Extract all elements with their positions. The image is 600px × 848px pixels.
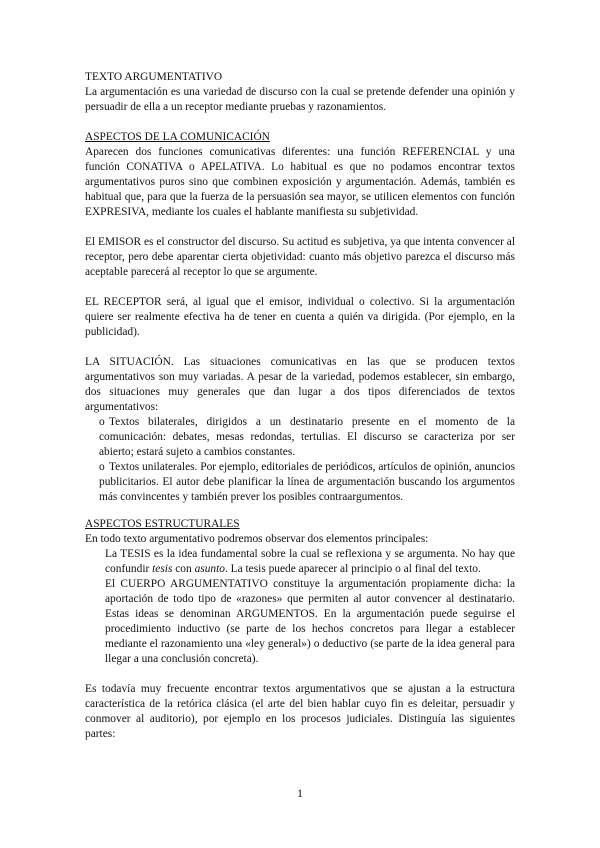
receptor-paragraph: EL RECEPTOR será, al igual que el emisor, individual o colectivo. Si la argumentación quiere ser realmente efectiva ha de tener en cuenta a quién va dirigida. (Por ejemplo, en la publicidad). bbox=[85, 296, 515, 338]
emisor-paragraph: El EMISOR es el constructor del discurso. Su actitud es subjetiva, ya que intenta convencer al receptor, pero debe aparentar cierta objetividad: cuanto más objetivo parezca el discurso más aceptable parecerá al receptor lo que se argumente. bbox=[85, 236, 515, 278]
page-number: 1 bbox=[297, 786, 303, 800]
functions-paragraph: Aparecen dos funciones comunicativas diferentes: una función REFERENCIAL y una función CONATIVA o APELATIVA. Lo habitual es que no podamos encontrar textos argumentativos puros sino que combinen exposición y argumentación. Además, también es habitual que, para que la fuerza de la persuasión sea mayor, se utilicen elementos con función EXPRESIVA, mediante los cuales el hablante manifiesta su subjetividad. bbox=[85, 146, 515, 218]
list-item: o Textos unilaterales. Por ejemplo, editoriales de periódicos, artículos de opinión, anuncios publicitarios. El autor debe planificar la línea de argumentación buscando los argumentos más convincentes y también prever los posibles contraargumentos. bbox=[99, 461, 515, 503]
section-heading-communication: ASPECTOS DE LA COMUNICACIÓN bbox=[85, 131, 270, 143]
list-item: o Textos bilaterales, dirigidos a un destinatario presente en el momento de la comunicación: debates, mesas redondas, tertulias. El discurso se caracteriza por ser abierto; estará sujeto a cambios constantes. bbox=[99, 416, 515, 458]
cuerpo-paragraph: El CUERPO ARGUMENTATIVO constituye la argumentación propiamente dicha: la aportación de todo tipo de «razones» que permiten al autor convencer al destinatario. Estas ideas se denominan ARGUMENTOS. En la argumentación puede seguirse el procedimiento inductivo (se parte de los hechos concretos para llegar a establecer mediante el razonamiento una «ley general») o deductivo (se parte de la idea general para llegar a una conclusión concreta). bbox=[105, 578, 515, 665]
section-heading-structural: ASPECTOS ESTRUCTURALES bbox=[85, 518, 240, 530]
situacion-paragraph: LA SITUACIÓN. Las situaciones comunicativas en las que se producen textos argumentativos son muy variadas. A pesar de la variedad, podemos establecer, sin embargo, dos situaciones muy generales que dan lugar a dos tipos diferenciados de textos argumentativos: bbox=[85, 356, 515, 413]
intro-paragraph: La argumentación es una variedad de discurso con la cual se pretende defender una opinión y persuadir de ella a un receptor mediante pruebas y razonamientos. bbox=[85, 86, 515, 113]
closing-paragraph: Es todavía muy frecuente encontrar textos argumentativos que se ajustan a la estructura característica de la retórica clásica (el arte del bien hablar cuyo fin es deleitar, persuadir y conmover al auditorio), por ejemplo en los procesos judiciales. Distinguía las siguientes partes: bbox=[85, 683, 515, 740]
bullet-marker: o bbox=[99, 461, 105, 473]
structural-lead: En todo texto argumentativo podremos observar dos elementos principales: bbox=[85, 533, 429, 545]
document-page bbox=[85, 70, 515, 742]
document-title: TEXTO ARGUMENTATIVO bbox=[85, 71, 223, 83]
bullet-marker: o bbox=[99, 416, 105, 428]
situation-bullet-list bbox=[85, 415, 515, 505]
tesis-paragraph: La TESIS es la idea fundamental sobre la cual se reflexiona y se argumenta. No hay que confundir tesis con asunto. La tesis puede aparecer al principio o al final del texto. bbox=[105, 548, 515, 575]
